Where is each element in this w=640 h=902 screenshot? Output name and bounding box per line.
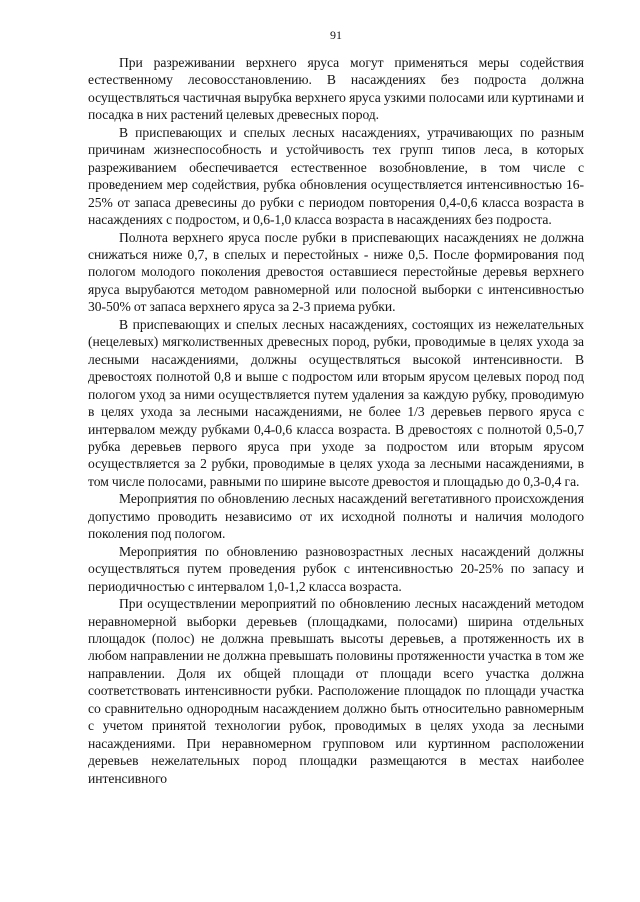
paragraph-6: Мероприятия по обновлению разновозрастных лесных насаждений должны осуществляться путем проведения рубок с интенсивностью 20-25% по запасу и периодичностью с интервалом 1,0-1,2 класса возраста.	[88, 543, 584, 594]
paragraph-4: В приспевающих и спелых лесных насаждениях, состоящих из нежелательных (нецелевых) мягколиственных древесных пород, рубки, проводимые в целях ухода за лесными насаждениями, должны осуществляться высокой интенсивности. В древостоях полнотой 0,8 и выше с подростом или вторым ярусом целевых пород под пологом уход за ними осуществляется путем удаления за каждую рубку, проводимую в целях ухода за лесными насаждениями, не более 1/3 деревьев первого яруса с интервалом между рубками 0,4-0,6 класса возраста. В древостоях с полнотой 0,5-0,7 рубка деревьев первого яруса при уходе за подростом или вторым ярусом осуществляется за 2 рубки, проводимые в целях ухода за лесными насаждениями, в том числе полосами, равными по ширине высоте древостоя и площадью до 0,3-0,4 га.	[88, 316, 584, 489]
paragraph-3: Полнота верхнего яруса после рубки в приспевающих насаждениях не должна снижаться ниже 0,7, в спелых и перестойных - ниже 0,5. После формирования под пологом молодого поколения древостоя оставшиеся перестойные деревья верхнего яруса вырубаются методом равномерной или полосной выборки с интенсивностью 30-50% от запаса верхнего яруса за 2-3 приема рубки.	[88, 229, 584, 315]
document-page	[88, 28, 584, 787]
paragraph-2: В приспевающих и спелых лесных насаждениях, утрачивающих по разным причинам жизнеспособность и устойчивость тех групп типов леса, в которых разреживанием обеспечивается естественное возобновление, в том числе с проведением мер содействия, рубка обновления осуществляется интенсивностью 16-25% от запаса древесины до рубки с периодом повторения 0,4-0,6 класса возраста в насаждениях с подростом, и 0,6-1,0 класса возраста в насаждениях без подроста.	[88, 124, 584, 228]
paragraph-7: При осуществлении мероприятий по обновлению лесных насаждений методом неравномерной выборки деревьев (площадками, полосами) ширина отдельных площадок (полос) не должна превышать высоты деревьев, а протяженность их в любом направлении не должна превышать половины протяженности участка в том же направлении. Доля их общей площади от площади всего участка должна соответствовать интенсивности рубки. Расположение площадок по площади участка со сравнительно однородным насаждением должно быть относительно равномерным с учетом принятой технологии рубок, проводимых в целях ухода за лесными насаждениями. При неравномерном групповом или куртинном расположении деревьев нежелательных пород площадки размещаются в местах наиболее интенсивного	[88, 596, 584, 786]
paragraph-1: При разреживании верхнего яруса могут применяться меры содействия естественному лесовосстановлению. В насаждениях без подроста должна осуществляться частичная вырубка верхнего яруса узкими полосами или куртинами и посадка в них растений целевых древесных пород.	[88, 55, 584, 123]
page-number: 91	[330, 28, 342, 42]
paragraph-5: Мероприятия по обновлению лесных насаждений вегетативного происхождения допустимо проводить независимо от их исходной полноты и наличия молодого поколения под пологом.	[88, 491, 584, 542]
